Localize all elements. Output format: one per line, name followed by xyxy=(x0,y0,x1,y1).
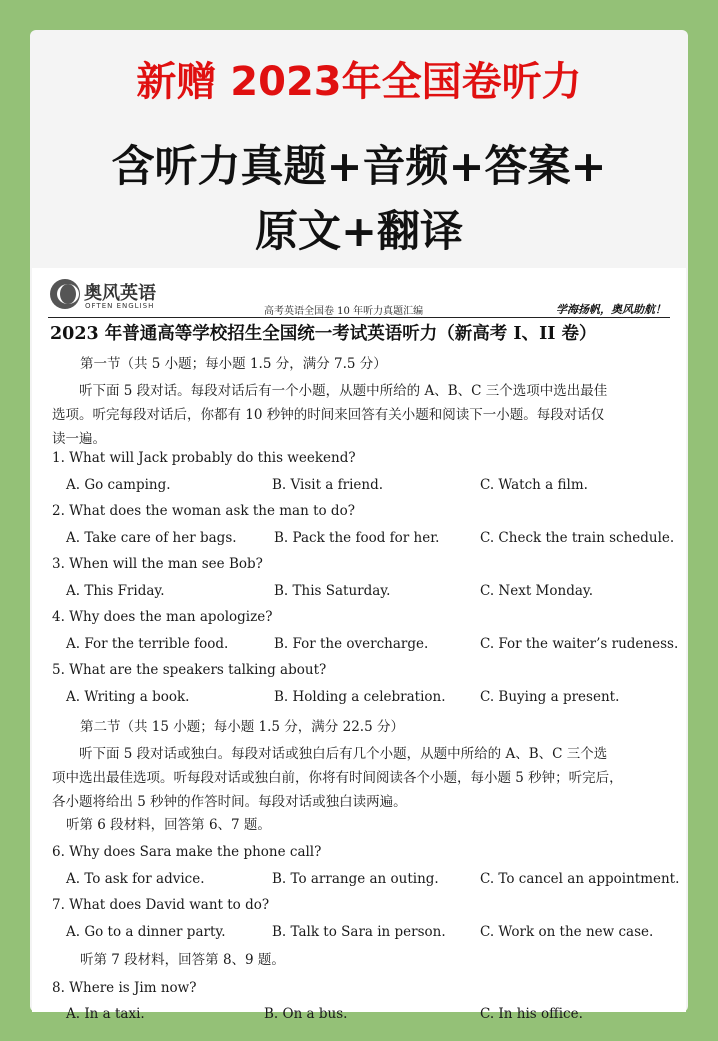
option-b: B. Holding a celebration. xyxy=(274,689,446,705)
section1-instruction-line: 选项。听完每段对话后，你都有 10 秒钟的时间来回答有关小题和阅读下一小题。每段对话仅 xyxy=(52,407,605,423)
promo-subline-1: 含听力真题+音频+答案+ xyxy=(111,142,607,192)
logo-emblem-icon xyxy=(50,279,80,309)
option-c: C. Buying a present. xyxy=(480,689,620,705)
header-divider xyxy=(48,317,670,318)
promo-subline-2: 原文+翻译 xyxy=(254,207,464,257)
option-b: B. For the overcharge. xyxy=(274,636,429,652)
doc-header-slogan: 学海扬帆，奥风助航！ xyxy=(556,303,666,316)
question-5: 5. What are the speakers talking about? xyxy=(52,662,327,678)
material-note: 听第 7 段材料，回答第 8、9 题。 xyxy=(80,952,285,968)
question-2: 2. What does the woman ask the man to do? xyxy=(52,503,355,519)
option-c: C. To cancel an appointment. xyxy=(480,871,680,887)
option-c: C. Watch a film. xyxy=(480,477,588,493)
option-a: A. This Friday. xyxy=(66,583,165,599)
section1-instruction-line: 听下面 5 段对话。每段对话后有一个小题，从题中所给的 A、B、C 三个选项中选出最佳 xyxy=(79,383,608,399)
logo-name: 奥风英语 xyxy=(84,283,156,304)
section2-instruction-line: 项中选出最佳选项。听每段对话或独白前，你将有时间阅读各个小题，每小题 5 秒钟；听完后， xyxy=(52,770,623,786)
promo-headline: 新赠 2023年全国卷听力 xyxy=(136,59,582,105)
promo-card xyxy=(30,30,688,1022)
option-b: B. Talk to Sara in person. xyxy=(272,924,446,940)
option-b: B. Pack the food for her. xyxy=(274,530,440,546)
option-c: C. For the waiter’s rudeness. xyxy=(480,636,679,652)
section2-instruction-line: 听下面 5 段对话或独白。每段对话或独白后有几个小题，从题中所给的 A、B、C 三个选 xyxy=(79,746,608,762)
option-a: A. Go camping. xyxy=(66,477,171,493)
option-b: B. To arrange an outing. xyxy=(272,871,439,887)
material-note: 听第 6 段材料，回答第 6、7 题。 xyxy=(66,817,271,833)
option-a: A. Take care of her bags. xyxy=(66,530,237,546)
question-8: 8. Where is Jim now? xyxy=(52,980,197,996)
option-c: C. Next Monday. xyxy=(480,583,594,599)
question-3: 3. When will the man see Bob? xyxy=(52,556,263,572)
question-6: 6. Why does Sara make the phone call? xyxy=(52,844,322,860)
option-a: A. In a taxi. xyxy=(66,1006,145,1022)
question-7: 7. What does David want to do? xyxy=(52,897,270,913)
exam-document xyxy=(32,268,686,1022)
section2-instruction-line: 各小题将给出 5 秒钟的作答时间。每段对话或独白读两遍。 xyxy=(52,794,407,810)
option-c: C. Work on the new case. xyxy=(480,924,654,940)
question-4: 4. Why does the man apologize? xyxy=(52,609,273,625)
section1-instruction-line: 读一遍。 xyxy=(52,431,106,447)
section1-heading: 第一节（共 5 小题；每小题 1.5 分，满分 7.5 分） xyxy=(80,356,387,372)
doc-header-title: 高考英语全国卷 10 年听力真题汇编 xyxy=(264,306,424,317)
option-b: B. On a bus. xyxy=(264,1006,348,1022)
option-c: C. Check the train schedule. xyxy=(480,530,675,546)
question-1: 1. What will Jack probably do this weekend? xyxy=(52,450,356,466)
option-a: A. For the terrible food. xyxy=(66,636,229,652)
option-a: A. Go to a dinner party. xyxy=(66,924,226,940)
option-c: C. In his office. xyxy=(480,1006,583,1022)
option-b: B. Visit a friend. xyxy=(272,477,384,493)
option-a: A. To ask for advice. xyxy=(66,871,205,887)
section2-heading: 第二节（共 15 小题；每小题 1.5 分，满分 22.5 分） xyxy=(80,719,404,735)
option-a: A. Writing a book. xyxy=(66,689,190,705)
exam-title: 2023 年普通高等学校招生全国统一考试英语听力（新高考 I、II 卷） xyxy=(50,324,597,344)
logo-subname: OFTEN ENGLISH xyxy=(85,302,155,310)
option-b: B. This Saturday. xyxy=(274,583,391,599)
